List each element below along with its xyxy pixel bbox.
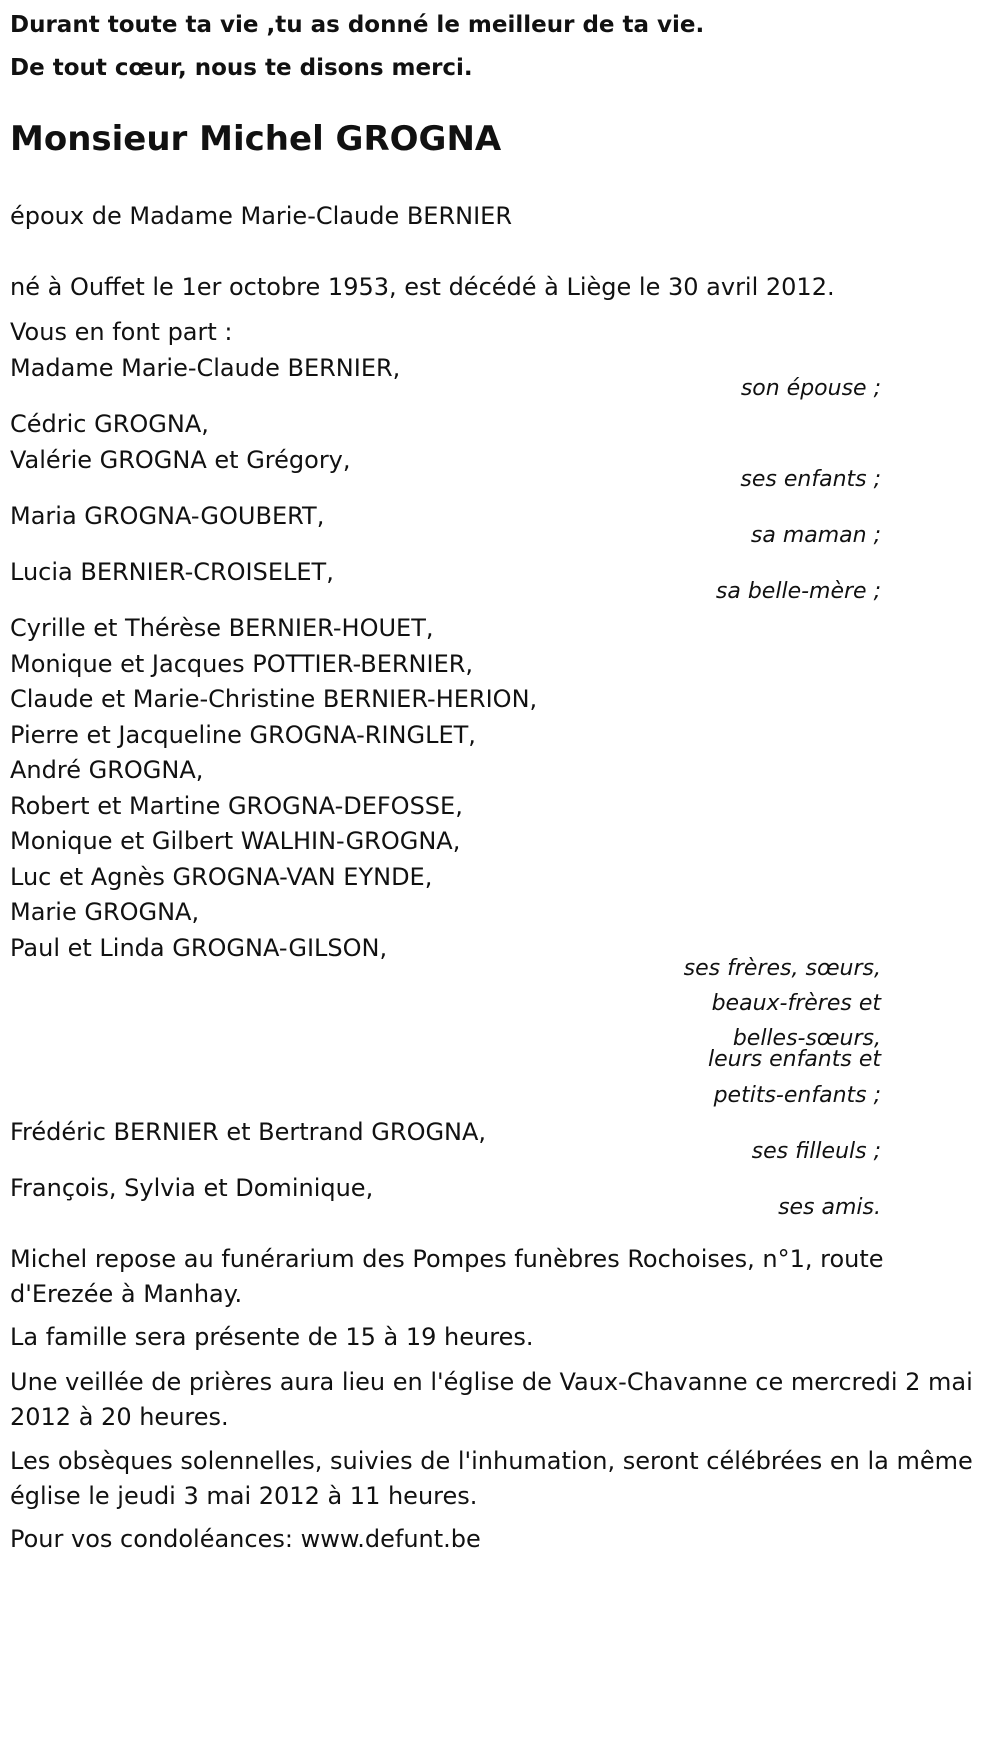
family-relation: sa belle-mère ; (715, 579, 881, 604)
family-relation: ses enfants ; (740, 467, 881, 492)
family-name: Madame Marie-Claude BERNIER, (10, 354, 401, 382)
family-name: Monique et Jacques POTTIER-BERNIER, (10, 650, 474, 678)
family-name: Cédric GROGNA, (10, 410, 209, 438)
family-relation: ses filleuls ; (751, 1139, 881, 1164)
family-name: Lucia BERNIER-CROISELET, (10, 558, 334, 586)
family-name: Valérie GROGNA et Grégory, (10, 446, 351, 474)
family-relation: sa maman ; (750, 523, 881, 548)
spouse-line: époux de Madame Marie-Claude BERNIER (10, 202, 513, 230)
family-name: Paul et Linda GROGNA-GILSON, (10, 934, 388, 962)
funerarium-paragraph: Michel repose au funérarium des Pompes funèbres Rochoises, n°1, route d'Erezée à Manhay. (10, 1245, 884, 1308)
family-name: Marie GROGNA, (10, 898, 200, 926)
family-name: Claude et Marie-Christine BERNIER-HERION, (10, 685, 538, 713)
epigraph-line-2: De tout cœur, nous te disons merci. (10, 55, 473, 81)
family-relation: beaux-frères et (711, 991, 881, 1016)
vigil-paragraph: Une veillée de prières aura lieu en l'église de Vaux-Chavanne ce mercredi 2 mai 2012 à 20 heures. (10, 1368, 973, 1431)
family-name: André GROGNA, (10, 756, 204, 784)
family-relation: belles-sœurs, (732, 1026, 881, 1051)
deceased-name: Monsieur Michel GROGNA (10, 119, 502, 159)
family-relation: son épouse ; (740, 376, 881, 401)
condolences-link[interactable]: Pour vos condoléances: www.defunt.be (10, 1525, 481, 1553)
family-name: Robert et Martine GROGNA-DEFOSSE, (10, 792, 463, 820)
funeral-paragraph: Les obsèques solennelles, suivies de l'inhumation, seront célébrées en la même église le jeudi 3 mai 2012 à 11 heures. (10, 1447, 973, 1510)
family-name: Monique et Gilbert WALHIN-GROGNA, (10, 827, 461, 855)
family-name: Maria GROGNA-GOUBERT, (10, 502, 325, 530)
family-name: Luc et Agnès GROGNA-VAN EYNDE, (10, 863, 433, 891)
family-relation: leurs enfants et (708, 1047, 881, 1072)
family-relation: ses frères, sœurs, (683, 956, 881, 981)
family-name: Cyrille et Thérèse BERNIER-HOUET, (10, 614, 434, 642)
family-name: Frédéric BERNIER et Bertrand GROGNA, (10, 1118, 487, 1146)
birth-death-line: né à Ouffet le 1er octobre 1953, est décédé à Liège le 30 avril 2012. (10, 273, 835, 301)
family-relation: ses amis. (778, 1195, 881, 1220)
family-relation: petits-enfants ; (713, 1083, 881, 1108)
family-name: François, Sylvia et Dominique, (10, 1174, 374, 1202)
visiting-hours-paragraph: La famille sera présente de 15 à 19 heures. (10, 1323, 534, 1351)
announce-intro: Vous en font part : (10, 318, 233, 346)
epigraph-line-1: Durant toute ta vie ,tu as donné le meilleur de ta vie. (10, 12, 705, 38)
family-name: Pierre et Jacqueline GROGNA-RINGLET, (10, 721, 476, 749)
